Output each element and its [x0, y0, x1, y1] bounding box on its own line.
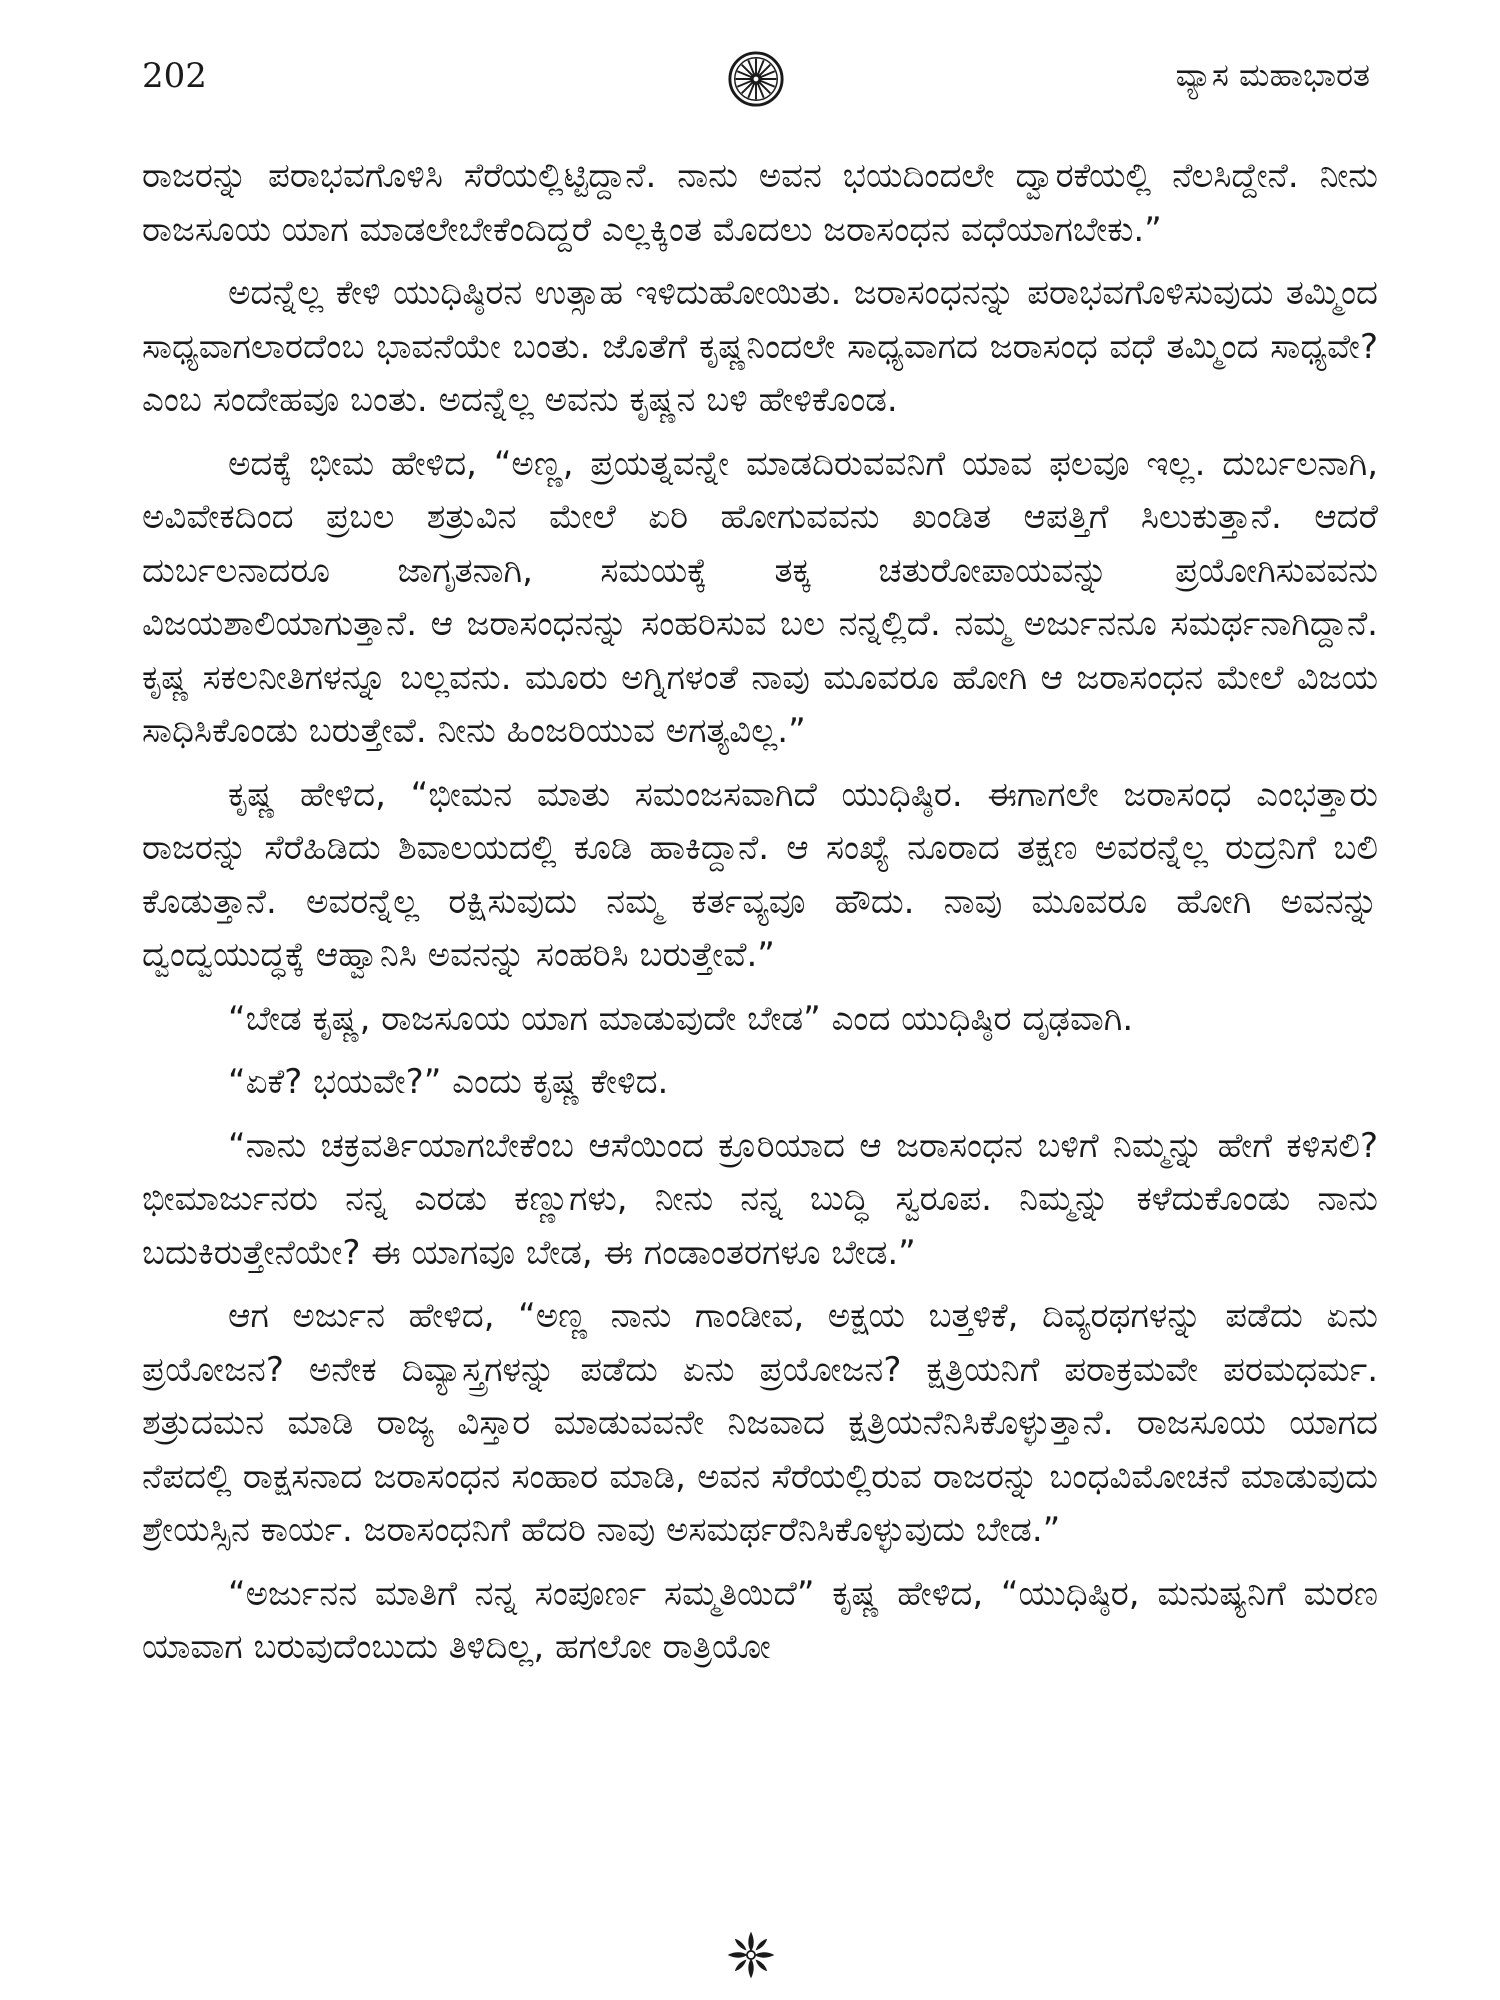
- paragraph: “ಏಕೆ? ಭಯವೇ?” ಎಂದು ಕೃಷ್ಣ ಕೇಳಿದ.: [228, 1062, 669, 1102]
- body-text: [142, 150, 1378, 1685]
- paragraph: ಅದನ್ನೆಲ್ಲ ಕೇಳಿ ಯುಧಿಷ್ಠಿರನ ಉತ್ಸಾಹ ಇಳಿದುಹೋಯಿತು. ಜರಾಸಂಧನನ್ನು ಪರಾಭವಗೊಳಿಸುವುದು ತಮ್ಮಿಂದ ಸಾಧ್ಯವಾಗಲಾರದೆಂಬ ಭಾವನೆಯೇ ಬಂತು. ಜೊತೆಗೆ ಕೃಷ್ಣನಿಂದಲೇ ಸಾಧ್ಯವಾಗದ ಜರಾಸಂಧ ವಧೆ ತಮ್ಮಿಂದ ಸಾಧ್ಯವೇ? ಎಂಬ ಸಂದೇಹವೂ ಬಂತು. ಅದನ್ನೆಲ್ಲ ಅವನು ಕೃಷ್ಣನ ಬಳಿ ಹೇಳಿಕೊಂಡ.: [142, 273, 1378, 420]
- page-header: [142, 56, 1370, 116]
- paragraph: ಕೃಷ್ಣ ಹೇಳಿದ, “ಭೀಮನ ಮಾತು ಸಮಂಜಸವಾಗಿದೆ ಯುಧಿಷ್ಠಿರ. ಈಗಾಗಲೇ ಜರಾಸಂಧ ಎಂಭತ್ತಾರು ರಾಜರನ್ನು ಸೆರೆಹಿಡಿದು ಶಿವಾಲಯದಲ್ಲಿ ಕೂಡಿ ಹಾಕಿದ್ದಾನೆ. ಆ ಸಂಖ್ಯೆ ನೂರಾದ ತಕ್ಷಣ ಅವರನ್ನೆಲ್ಲ ರುದ್ರನಿಗೆ ಬಲಿ ಕೊಡುತ್ತಾನೆ. ಅವರನ್ನೆಲ್ಲ ರಕ್ಷಿಸುವುದು ನಮ್ಮ ಕರ್ತವ್ಯವೂ ಹೌದು. ನಾವು ಮೂವರೂ ಹೋಗಿ ಅವನನ್ನು ದ್ವಂದ್ವಯುದ್ಧಕ್ಕೆ ಆಹ್ವಾನಿಸಿ ಅವನನ್ನು ಸಂಹರಿಸಿ ಬರುತ್ತೇವೆ.”: [142, 774, 1378, 975]
- paragraph: “ಬೇಡ ಕೃಷ್ಣ, ರಾಜಸೂಯ ಯಾಗ ಮಾಡುವುದೇ ಬೇಡ” ಎಂದ ಯುಧಿಷ್ಠಿರ ದೃಢವಾಗಿ.: [228, 998, 1134, 1039]
- floral-ornament-icon: [724, 1928, 778, 1982]
- paragraph: ರಾಜರನ್ನು ಪರಾಭವಗೊಳಿಸಿ ಸೆರೆಯಲ್ಲಿಟ್ಟಿದ್ದಾನೆ. ನಾನು ಅವನ ಭಯದಿಂದಲೇ ದ್ವಾರಕೆಯಲ್ಲಿ ನೆಲಸಿದ್ದೇನೆ. ನೀನು ರಾಜಸೂಯ ಯಾಗ ಮಾಡಲೇಬೇಕೆಂದಿದ್ದರೆ ಎಲ್ಲಕ್ಕಿಂತ ಮೊದಲು ಜರಾಸಂಧನ ವಧೆಯಾಗಬೇಕು.”: [142, 156, 1378, 250]
- paragraph: “ನಾನು ಚಕ್ರವರ್ತಿಯಾಗಬೇಕೆಂಬ ಆಸೆಯಿಂದ ಕ್ರೂರಿಯಾದ ಆ ಜರಾಸಂಧನ ಬಳಿಗೆ ನಿಮ್ಮನ್ನು ಹೇಗೆ ಕಳಿಸಲಿ? ಭೀಮಾರ್ಜುನರು ನನ್ನ ಎರಡು ಕಣ್ಣುಗಳು, ನೀನು ನನ್ನ ಬುದ್ಧಿ ಸ್ವರೂಪ. ನಿಮ್ಮನ್ನು ಕಳೆದುಕೊಂಡು ನಾನು ಬದುಕಿರುತ್ತೇನೆಯೇ? ಈ ಯಾಗವೂ ಬೇಡ, ಈ ಗಂಡಾಂತರಗಳೂ ಬೇಡ.”: [142, 1125, 1378, 1273]
- running-head: ವ್ಯಾಸ ಮಹಾಭಾರತ: [1175, 56, 1370, 94]
- wheel-icon: [727, 50, 785, 108]
- page-number: 202: [142, 56, 207, 96]
- paragraph: ಅದಕ್ಕೆ ಭೀಮ ಹೇಳಿದ, “ಅಣ್ಣ, ಪ್ರಯತ್ನವನ್ನೇ ಮಾಡದಿರುವವನಿಗೆ ಯಾವ ಫಲವೂ ಇಲ್ಲ. ದುರ್ಬಲನಾಗಿ, ಅವಿವೇಕದಿಂದ ಪ್ರಬಲ ಶತ್ರುವಿನ ಮೇಲೆ ಏರಿ ಹೋಗುವವನು ಖಂಡಿತ ಆಪತ್ತಿಗೆ ಸಿಲುಕುತ್ತಾನೆ. ಆದರೆ ದುರ್ಬಲನಾದರೂ ಜಾಗೃತನಾಗಿ, ಸಮಯಕ್ಕೆ ತಕ್ಕ ಚತುರೋಪಾಯವನ್ನು ಪ್ರಯೋಗಿಸುವವನು ವಿಜಯಶಾಲಿಯಾಗುತ್ತಾನೆ. ಆ ಜರಾಸಂಧನನ್ನು ಸಂಹರಿಸುವ ಬಲ ನನ್ನಲ್ಲಿದೆ. ನಮ್ಮ ಅರ್ಜುನನೂ ಸಮರ್ಥನಾಗಿದ್ದಾನೆ. ಕೃಷ್ಣ ಸಕಲನೀತಿಗಳನ್ನೂ ಬಲ್ಲವನು. ಮೂರು ಅಗ್ನಿಗಳಂತೆ ನಾವು ಮೂವರೂ ಹೋಗಿ ಆ ಜರಾಸಂಧನ ಮೇಲೆ ವಿಜಯ ಸಾಧಿಸಿಕೊಂಡು ಬರುತ್ತೇವೆ. ನೀನು ಹಿಂಜರಿಯುವ ಅಗತ್ಯವಿಲ್ಲ.”: [142, 443, 1378, 751]
- paragraph: “ಅರ್ಜುನನ ಮಾತಿಗೆ ನನ್ನ ಸಂಪೂರ್ಣ ಸಮ್ಮತಿಯಿದೆ” ಕೃಷ್ಣ ಹೇಳಿದ, “ಯುಧಿಷ್ಠಿರ, ಮನುಷ್ಯನಿಗೆ ಮರಣ ಯಾವಾಗ ಬರುವುದೆಂಬುದು ತಿಳಿದಿಲ್ಲ, ಹಗಲೋ ರಾತ್ರಿಯೋ: [142, 1573, 1378, 1667]
- paragraph: ಆಗ ಅರ್ಜುನ ಹೇಳಿದ, “ಅಣ್ಣ ನಾನು ಗಾಂಡೀವ, ಅಕ್ಷಯ ಬತ್ತಳಿಕೆ, ದಿವ್ಯರಥಗಳನ್ನು ಪಡೆದು ಏನು ಪ್ರಯೋಜನ? ಅನೇಕ ದಿವ್ಯಾಸ್ತ್ರಗಳನ್ನು ಪಡೆದು ಏನು ಪ್ರಯೋಜನ? ಕ್ಷತ್ರಿಯನಿಗೆ ಪರಾಕ್ರಮವೇ ಪರಮಧರ್ಮ. ಶತ್ರುದಮನ ಮಾಡಿ ರಾಜ್ಯ ವಿಸ್ತಾರ ಮಾಡುವವನೇ ನಿಜವಾದ ಕ್ಷತ್ರಿಯನೆನಿಸಿಕೊಳ್ಳುತ್ತಾನೆ. ರಾಜಸೂಯ ಯಾಗದ ನೆಪದಲ್ಲಿ ರಾಕ್ಷಸನಾದ ಜರಾಸಂಧನ ಸಂಹಾರ ಮಾಡಿ, ಅವನ ಸೆರೆಯಲ್ಲಿರುವ ರಾಜರನ್ನು ಬಂಧವಿಮೋಚನೆ ಮಾಡುವುದು ಶ್ರೇಯಸ್ಸಿನ ಕಾರ್ಯ. ಜರಾಸಂಧನಿಗೆ ಹೆದರಿ ನಾವು ಅಸಮರ್ಥರೆನಿಸಿಕೊಳ್ಳುವುದು ಬೇಡ.”: [142, 1296, 1378, 1550]
